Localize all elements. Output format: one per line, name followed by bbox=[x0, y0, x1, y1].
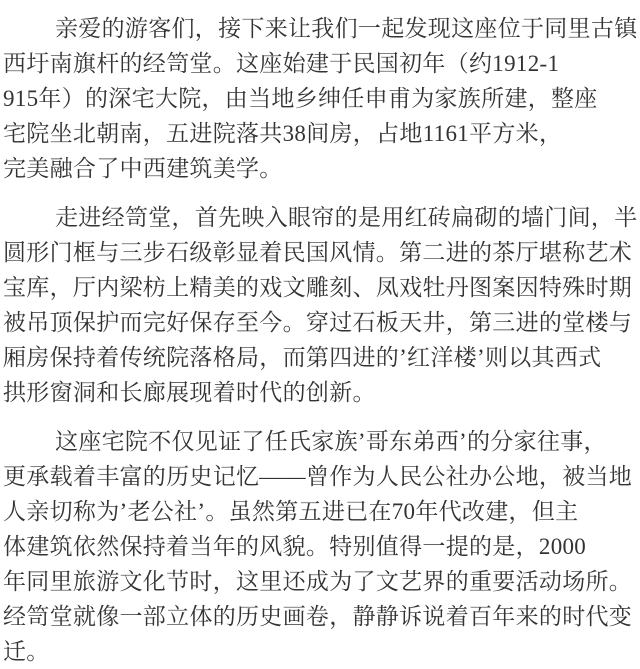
text-line: 走进经笥堂，首先映入眼帘的是用红砖扁砌的墙门间，半 bbox=[55, 205, 638, 230]
text-line: 厢房保持着传统院落格局，而第四进的’红洋楼’则以其西式 bbox=[3, 345, 602, 370]
text-line: 拱形窗洞和长廊展现着时代的创新。 bbox=[3, 380, 376, 405]
text-line: 西圩南旗杆的经笥堂。这座始建于民国初年（约1912-1 bbox=[3, 51, 560, 76]
text-line: 更承载着丰富的历史记忆——曾作为人民公社办公地，被当地 bbox=[3, 464, 633, 489]
text-line: 宝库，厅内梁枋上精美的戏文雕刻、凤戏牡丹图案因特殊时期 bbox=[3, 275, 633, 300]
text-line: 完美融合了中西建筑美学。 bbox=[3, 156, 283, 181]
paragraph bbox=[3, 424, 638, 669]
paragraph bbox=[3, 200, 638, 410]
text-line: 人亲切称为’老公社’。虽然第五进已在70年代改建，但主 bbox=[3, 499, 579, 524]
text-line: 被吊顶保护而完好保存至今。穿过石板天井，第三进的堂楼与 bbox=[3, 310, 633, 335]
text-line: 年同里旅游文化节时，这里还成为了文艺界的重要活动场所。 bbox=[3, 569, 633, 594]
text-line: 迁。 bbox=[3, 639, 50, 664]
text-line: 这座宅院不仅见证了任氏家族’哥东弟西’的分家往事， bbox=[55, 429, 607, 454]
text-line: 宅院坐北朝南，五进院落共38间房，占地1161平方米， bbox=[3, 121, 563, 146]
text-line: 圆形门框与三步石级彰显着民国风情。第二进的茶厅堪称艺术 bbox=[3, 240, 633, 265]
paragraph bbox=[3, 11, 638, 186]
document-body bbox=[3, 11, 638, 669]
text-line: 915年）的深宅大院，由当地乡绅任申甫为家族所建，整座 bbox=[3, 86, 598, 111]
text-line: 亲爱的游客们，接下来让我们一起发现这座位于同里古镇 bbox=[55, 16, 638, 41]
text-line: 体建筑依然保持着当年的风貌。特别值得一提的是，2000 bbox=[3, 534, 587, 559]
text-line: 经笥堂就像一部立体的历史画卷，静静诉说着百年来的时代变 bbox=[3, 604, 633, 629]
